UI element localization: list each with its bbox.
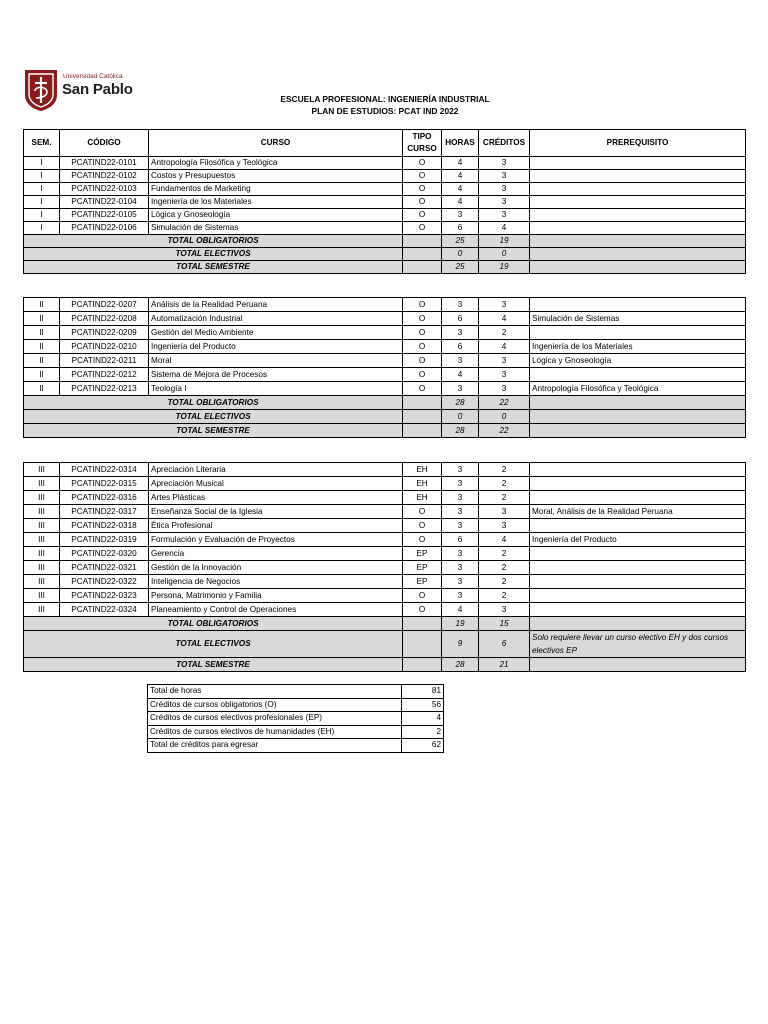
total-note xyxy=(530,617,746,631)
total-note xyxy=(530,261,746,274)
course-hours: 6 xyxy=(442,340,479,354)
total-credits: 22 xyxy=(479,424,530,438)
course-sem: III xyxy=(24,505,60,519)
credit-summary-table xyxy=(147,684,444,753)
course-code: PCATIND22-0323 xyxy=(60,589,149,603)
course-sem: I xyxy=(24,157,60,170)
course-credits: 3 xyxy=(479,505,530,519)
course-type: O xyxy=(403,170,442,183)
total-label: TOTAL SEMESTRE xyxy=(24,658,403,672)
course-credits: 4 xyxy=(479,533,530,547)
total-note: Solo requiere llevar un curso electivo EH y dos cursos electivos EP xyxy=(530,631,746,658)
course-prereq xyxy=(530,491,746,505)
course-hours: 6 xyxy=(442,533,479,547)
course-credits: 4 xyxy=(479,340,530,354)
total-row xyxy=(24,235,746,248)
course-prereq xyxy=(530,547,746,561)
course-name: Fundamentos de Marketing xyxy=(149,183,403,196)
total-hours: 9 xyxy=(442,631,479,658)
total-type-blank xyxy=(403,235,442,248)
course-type: O xyxy=(403,222,442,235)
course-credits: 4 xyxy=(479,222,530,235)
course-sem: III xyxy=(24,477,60,491)
course-type: EH xyxy=(403,477,442,491)
course-row xyxy=(24,505,746,519)
university-logo xyxy=(24,69,133,113)
semester-table-2 xyxy=(23,297,746,438)
course-credits: 2 xyxy=(479,491,530,505)
total-note xyxy=(530,248,746,261)
total-note xyxy=(530,235,746,248)
total-credits: 15 xyxy=(479,617,530,631)
course-credits: 2 xyxy=(479,547,530,561)
course-prereq xyxy=(530,157,746,170)
total-note xyxy=(530,424,746,438)
course-type: O xyxy=(403,354,442,368)
course-hours: 3 xyxy=(442,547,479,561)
total-row xyxy=(24,248,746,261)
course-sem: III xyxy=(24,519,60,533)
course-prereq xyxy=(530,589,746,603)
course-credits: 3 xyxy=(479,196,530,209)
course-name: Teología I xyxy=(149,382,403,396)
course-sem: I xyxy=(24,183,60,196)
course-sem: II xyxy=(24,298,60,312)
course-code: PCATIND22-0322 xyxy=(60,575,149,589)
total-label: TOTAL SEMESTRE xyxy=(24,424,403,438)
course-row xyxy=(24,326,746,340)
summary-value: 4 xyxy=(402,712,444,726)
summary-label: Créditos de cursos electivos de humanidades (EH) xyxy=(148,725,402,739)
total-note xyxy=(530,410,746,424)
total-hours: 25 xyxy=(442,235,479,248)
course-row xyxy=(24,463,746,477)
col-header-horas: HORAS xyxy=(442,130,479,157)
summary-label: Total de créditos para egresar xyxy=(148,739,402,753)
summary-row xyxy=(148,712,444,726)
course-hours: 4 xyxy=(442,368,479,382)
course-credits: 3 xyxy=(479,382,530,396)
total-credits: 22 xyxy=(479,396,530,410)
summary-row xyxy=(148,698,444,712)
course-code: PCATIND22-0315 xyxy=(60,477,149,491)
school-title: ESCUELA PROFESIONAL: INGENIERÍA INDUSTRIAL xyxy=(280,94,490,104)
course-hours: 3 xyxy=(442,575,479,589)
course-name: Apreciación Musical xyxy=(149,477,403,491)
course-code: PCATIND22-0213 xyxy=(60,382,149,396)
summary-value: 56 xyxy=(402,698,444,712)
total-type-blank xyxy=(403,396,442,410)
summary-label: Créditos de cursos electivos profesionales (EP) xyxy=(148,712,402,726)
course-hours: 3 xyxy=(442,477,479,491)
course-row xyxy=(24,575,746,589)
course-hours: 3 xyxy=(442,589,479,603)
course-name: Gestión de la Innovación xyxy=(149,561,403,575)
course-sem: III xyxy=(24,533,60,547)
course-name: Simulación de Sistemas xyxy=(149,222,403,235)
course-credits: 2 xyxy=(479,326,530,340)
course-hours: 3 xyxy=(442,519,479,533)
course-type: O xyxy=(403,326,442,340)
course-prereq xyxy=(530,603,746,617)
course-sem: II xyxy=(24,354,60,368)
col-header-tipo: TIPO CURSO xyxy=(403,130,442,157)
course-credits: 3 xyxy=(479,368,530,382)
course-row xyxy=(24,170,746,183)
total-credits: 19 xyxy=(479,235,530,248)
course-type: O xyxy=(403,505,442,519)
course-hours: 6 xyxy=(442,312,479,326)
course-name: Gestión del Medio Ambiente xyxy=(149,326,403,340)
course-credits: 2 xyxy=(479,477,530,491)
course-prereq xyxy=(530,463,746,477)
course-credits: 2 xyxy=(479,561,530,575)
course-hours: 3 xyxy=(442,326,479,340)
total-type-blank xyxy=(403,617,442,631)
summary-row xyxy=(148,725,444,739)
course-row xyxy=(24,589,746,603)
total-row xyxy=(24,658,746,672)
course-type: O xyxy=(403,382,442,396)
course-sem: III xyxy=(24,463,60,477)
total-row xyxy=(24,396,746,410)
summary-row xyxy=(148,739,444,753)
total-label: TOTAL SEMESTRE xyxy=(24,261,403,274)
course-name: Moral xyxy=(149,354,403,368)
course-hours: 3 xyxy=(442,298,479,312)
total-credits: 6 xyxy=(479,631,530,658)
course-row xyxy=(24,222,746,235)
course-hours: 3 xyxy=(442,491,479,505)
total-type-blank xyxy=(403,658,442,672)
course-sem: I xyxy=(24,196,60,209)
total-hours: 19 xyxy=(442,617,479,631)
course-row xyxy=(24,491,746,505)
logo-subtitle: Universidad Católica xyxy=(63,73,123,80)
course-name: Costos y Presupuestos xyxy=(149,170,403,183)
total-credits: 21 xyxy=(479,658,530,672)
course-row xyxy=(24,209,746,222)
course-code: PCATIND22-0208 xyxy=(60,312,149,326)
col-header-codigo: CÓDIGO xyxy=(60,130,149,157)
course-hours: 6 xyxy=(442,222,479,235)
course-credits: 2 xyxy=(479,575,530,589)
course-code: PCATIND22-0103 xyxy=(60,183,149,196)
course-name: Planeamiento y Control de Operaciones xyxy=(149,603,403,617)
course-code: PCATIND22-0320 xyxy=(60,547,149,561)
course-prereq xyxy=(530,326,746,340)
course-code: PCATIND22-0101 xyxy=(60,157,149,170)
course-prereq xyxy=(530,298,746,312)
course-sem: III xyxy=(24,589,60,603)
course-prereq xyxy=(530,170,746,183)
course-type: EP xyxy=(403,575,442,589)
total-credits: 19 xyxy=(479,261,530,274)
course-prereq xyxy=(530,477,746,491)
course-sem: III xyxy=(24,547,60,561)
col-header-prerequisito: PREREQUISITO xyxy=(530,130,746,157)
course-name: Apreciación Literaria xyxy=(149,463,403,477)
total-row xyxy=(24,631,746,658)
course-sem: I xyxy=(24,222,60,235)
course-row xyxy=(24,196,746,209)
course-type: EP xyxy=(403,561,442,575)
course-hours: 4 xyxy=(442,157,479,170)
course-sem: III xyxy=(24,575,60,589)
course-hours: 4 xyxy=(442,170,479,183)
course-prereq: Moral, Análisis de la Realidad Peruana xyxy=(530,505,746,519)
course-prereq: Lógica y Gnoseología xyxy=(530,354,746,368)
course-hours: 3 xyxy=(442,505,479,519)
course-code: PCATIND22-0324 xyxy=(60,603,149,617)
total-label: TOTAL OBLIGATORIOS xyxy=(24,235,403,248)
course-code: PCATIND22-0314 xyxy=(60,463,149,477)
course-sem: I xyxy=(24,209,60,222)
course-hours: 3 xyxy=(442,354,479,368)
summary-label: Créditos de cursos obligatorios (O) xyxy=(148,698,402,712)
course-sem: III xyxy=(24,491,60,505)
total-hours: 25 xyxy=(442,261,479,274)
logo-title: San Pablo xyxy=(62,81,133,98)
course-hours: 3 xyxy=(442,382,479,396)
course-code: PCATIND22-0210 xyxy=(60,340,149,354)
course-name: Ética Profesional xyxy=(149,519,403,533)
course-type: O xyxy=(403,368,442,382)
course-row xyxy=(24,354,746,368)
total-note xyxy=(530,658,746,672)
course-credits: 3 xyxy=(479,354,530,368)
course-sem: II xyxy=(24,382,60,396)
course-type: O xyxy=(403,340,442,354)
course-row xyxy=(24,157,746,170)
course-hours: 4 xyxy=(442,183,479,196)
course-code: PCATIND22-0105 xyxy=(60,209,149,222)
course-row xyxy=(24,382,746,396)
course-credits: 3 xyxy=(479,170,530,183)
total-row xyxy=(24,261,746,274)
course-credits: 3 xyxy=(479,519,530,533)
total-row xyxy=(24,424,746,438)
course-code: PCATIND22-0321 xyxy=(60,561,149,575)
course-type: O xyxy=(403,312,442,326)
course-credits: 3 xyxy=(479,298,530,312)
semester-table-3 xyxy=(23,462,746,672)
total-hours: 28 xyxy=(442,424,479,438)
col-header-curso: CURSO xyxy=(149,130,403,157)
course-sem: II xyxy=(24,312,60,326)
course-hours: 4 xyxy=(442,603,479,617)
course-credits: 4 xyxy=(479,312,530,326)
course-type: O xyxy=(403,298,442,312)
course-credits: 3 xyxy=(479,157,530,170)
course-prereq xyxy=(530,196,746,209)
course-name: Enseñanza Social de la Iglesia xyxy=(149,505,403,519)
course-row xyxy=(24,368,746,382)
course-row xyxy=(24,533,746,547)
course-type: O xyxy=(403,209,442,222)
total-hours: 28 xyxy=(442,396,479,410)
course-code: PCATIND22-0319 xyxy=(60,533,149,547)
total-type-blank xyxy=(403,261,442,274)
summary-value: 62 xyxy=(402,739,444,753)
total-row xyxy=(24,617,746,631)
total-type-blank xyxy=(403,631,442,658)
course-credits: 2 xyxy=(479,463,530,477)
course-type: EP xyxy=(403,547,442,561)
course-credits: 2 xyxy=(479,589,530,603)
course-code: PCATIND22-0212 xyxy=(60,368,149,382)
course-sem: III xyxy=(24,561,60,575)
plan-title: PLAN DE ESTUDIOS: PCAT IND 2022 xyxy=(311,106,459,116)
total-label: TOTAL ELECTIVOS xyxy=(24,631,403,658)
total-label: TOTAL OBLIGATORIOS xyxy=(24,396,403,410)
course-hours: 3 xyxy=(442,463,479,477)
course-name: Ingeniería del Producto xyxy=(149,340,403,354)
summary-label: Total de horas xyxy=(148,685,402,699)
course-code: PCATIND22-0317 xyxy=(60,505,149,519)
total-hours: 28 xyxy=(442,658,479,672)
course-code: PCATIND22-0318 xyxy=(60,519,149,533)
course-type: EH xyxy=(403,463,442,477)
total-label: TOTAL ELECTIVOS xyxy=(24,410,403,424)
col-header-sem: SEM. xyxy=(24,130,60,157)
total-type-blank xyxy=(403,424,442,438)
course-name: Antropología Filosófica y Teológica xyxy=(149,157,403,170)
course-row xyxy=(24,183,746,196)
course-type: EH xyxy=(403,491,442,505)
total-hours: 0 xyxy=(442,248,479,261)
course-prereq xyxy=(530,368,746,382)
course-prereq xyxy=(530,222,746,235)
course-sem: III xyxy=(24,603,60,617)
course-row xyxy=(24,603,746,617)
shield-icon xyxy=(24,69,58,112)
course-code: PCATIND22-0102 xyxy=(60,170,149,183)
course-type: O xyxy=(403,519,442,533)
summary-value: 2 xyxy=(402,725,444,739)
course-code: PCATIND22-0106 xyxy=(60,222,149,235)
course-sem: II xyxy=(24,326,60,340)
course-prereq: Ingeniería del Producto xyxy=(530,533,746,547)
semester-table-1 xyxy=(23,129,746,274)
course-prereq: Antropología Filosófica y Teológica xyxy=(530,382,746,396)
course-name: Ingeniería de los Materiales xyxy=(149,196,403,209)
course-name: Artes Plásticas xyxy=(149,491,403,505)
course-code: PCATIND22-0104 xyxy=(60,196,149,209)
total-label: TOTAL ELECTIVOS xyxy=(24,248,403,261)
course-row xyxy=(24,298,746,312)
course-type: O xyxy=(403,157,442,170)
course-hours: 4 xyxy=(442,196,479,209)
course-code: PCATIND22-0211 xyxy=(60,354,149,368)
course-row xyxy=(24,561,746,575)
course-name: Sistema de Mejora de Procesos xyxy=(149,368,403,382)
course-name: Formulación y Evaluación de Proyectos xyxy=(149,533,403,547)
course-hours: 3 xyxy=(442,209,479,222)
course-prereq xyxy=(530,183,746,196)
total-note xyxy=(530,396,746,410)
total-credits: 0 xyxy=(479,410,530,424)
total-credits: 0 xyxy=(479,248,530,261)
course-sem: II xyxy=(24,340,60,354)
course-code: PCATIND22-0207 xyxy=(60,298,149,312)
course-prereq: Ingeniería de los Materiales xyxy=(530,340,746,354)
course-type: O xyxy=(403,183,442,196)
course-credits: 3 xyxy=(479,603,530,617)
course-prereq xyxy=(530,561,746,575)
course-hours: 3 xyxy=(442,561,479,575)
summary-row xyxy=(148,685,444,699)
course-sem: I xyxy=(24,170,60,183)
course-type: O xyxy=(403,589,442,603)
course-credits: 3 xyxy=(479,209,530,222)
course-row xyxy=(24,312,746,326)
course-name: Automatización Industrial xyxy=(149,312,403,326)
course-code: PCATIND22-0209 xyxy=(60,326,149,340)
course-prereq xyxy=(530,575,746,589)
course-name: Análisis de la Realidad Peruana xyxy=(149,298,403,312)
total-type-blank xyxy=(403,248,442,261)
total-hours: 0 xyxy=(442,410,479,424)
course-name: Inteligencia de Negocios xyxy=(149,575,403,589)
col-header-creditos: CRÉDITOS xyxy=(479,130,530,157)
course-type: O xyxy=(403,533,442,547)
course-row xyxy=(24,477,746,491)
course-code: PCATIND22-0316 xyxy=(60,491,149,505)
course-prereq xyxy=(530,519,746,533)
total-label: TOTAL OBLIGATORIOS xyxy=(24,617,403,631)
summary-value: 81 xyxy=(402,685,444,699)
course-name: Gerencia xyxy=(149,547,403,561)
course-sem: II xyxy=(24,368,60,382)
course-credits: 3 xyxy=(479,183,530,196)
course-row xyxy=(24,519,746,533)
total-row xyxy=(24,410,746,424)
course-type: O xyxy=(403,603,442,617)
course-row xyxy=(24,340,746,354)
course-name: Lógica y Gnoseología xyxy=(149,209,403,222)
course-type: O xyxy=(403,196,442,209)
course-prereq: Simulación de Sistemas xyxy=(530,312,746,326)
course-prereq xyxy=(530,209,746,222)
course-name: Persona, Matrimonio y Familia xyxy=(149,589,403,603)
course-row xyxy=(24,547,746,561)
total-type-blank xyxy=(403,410,442,424)
